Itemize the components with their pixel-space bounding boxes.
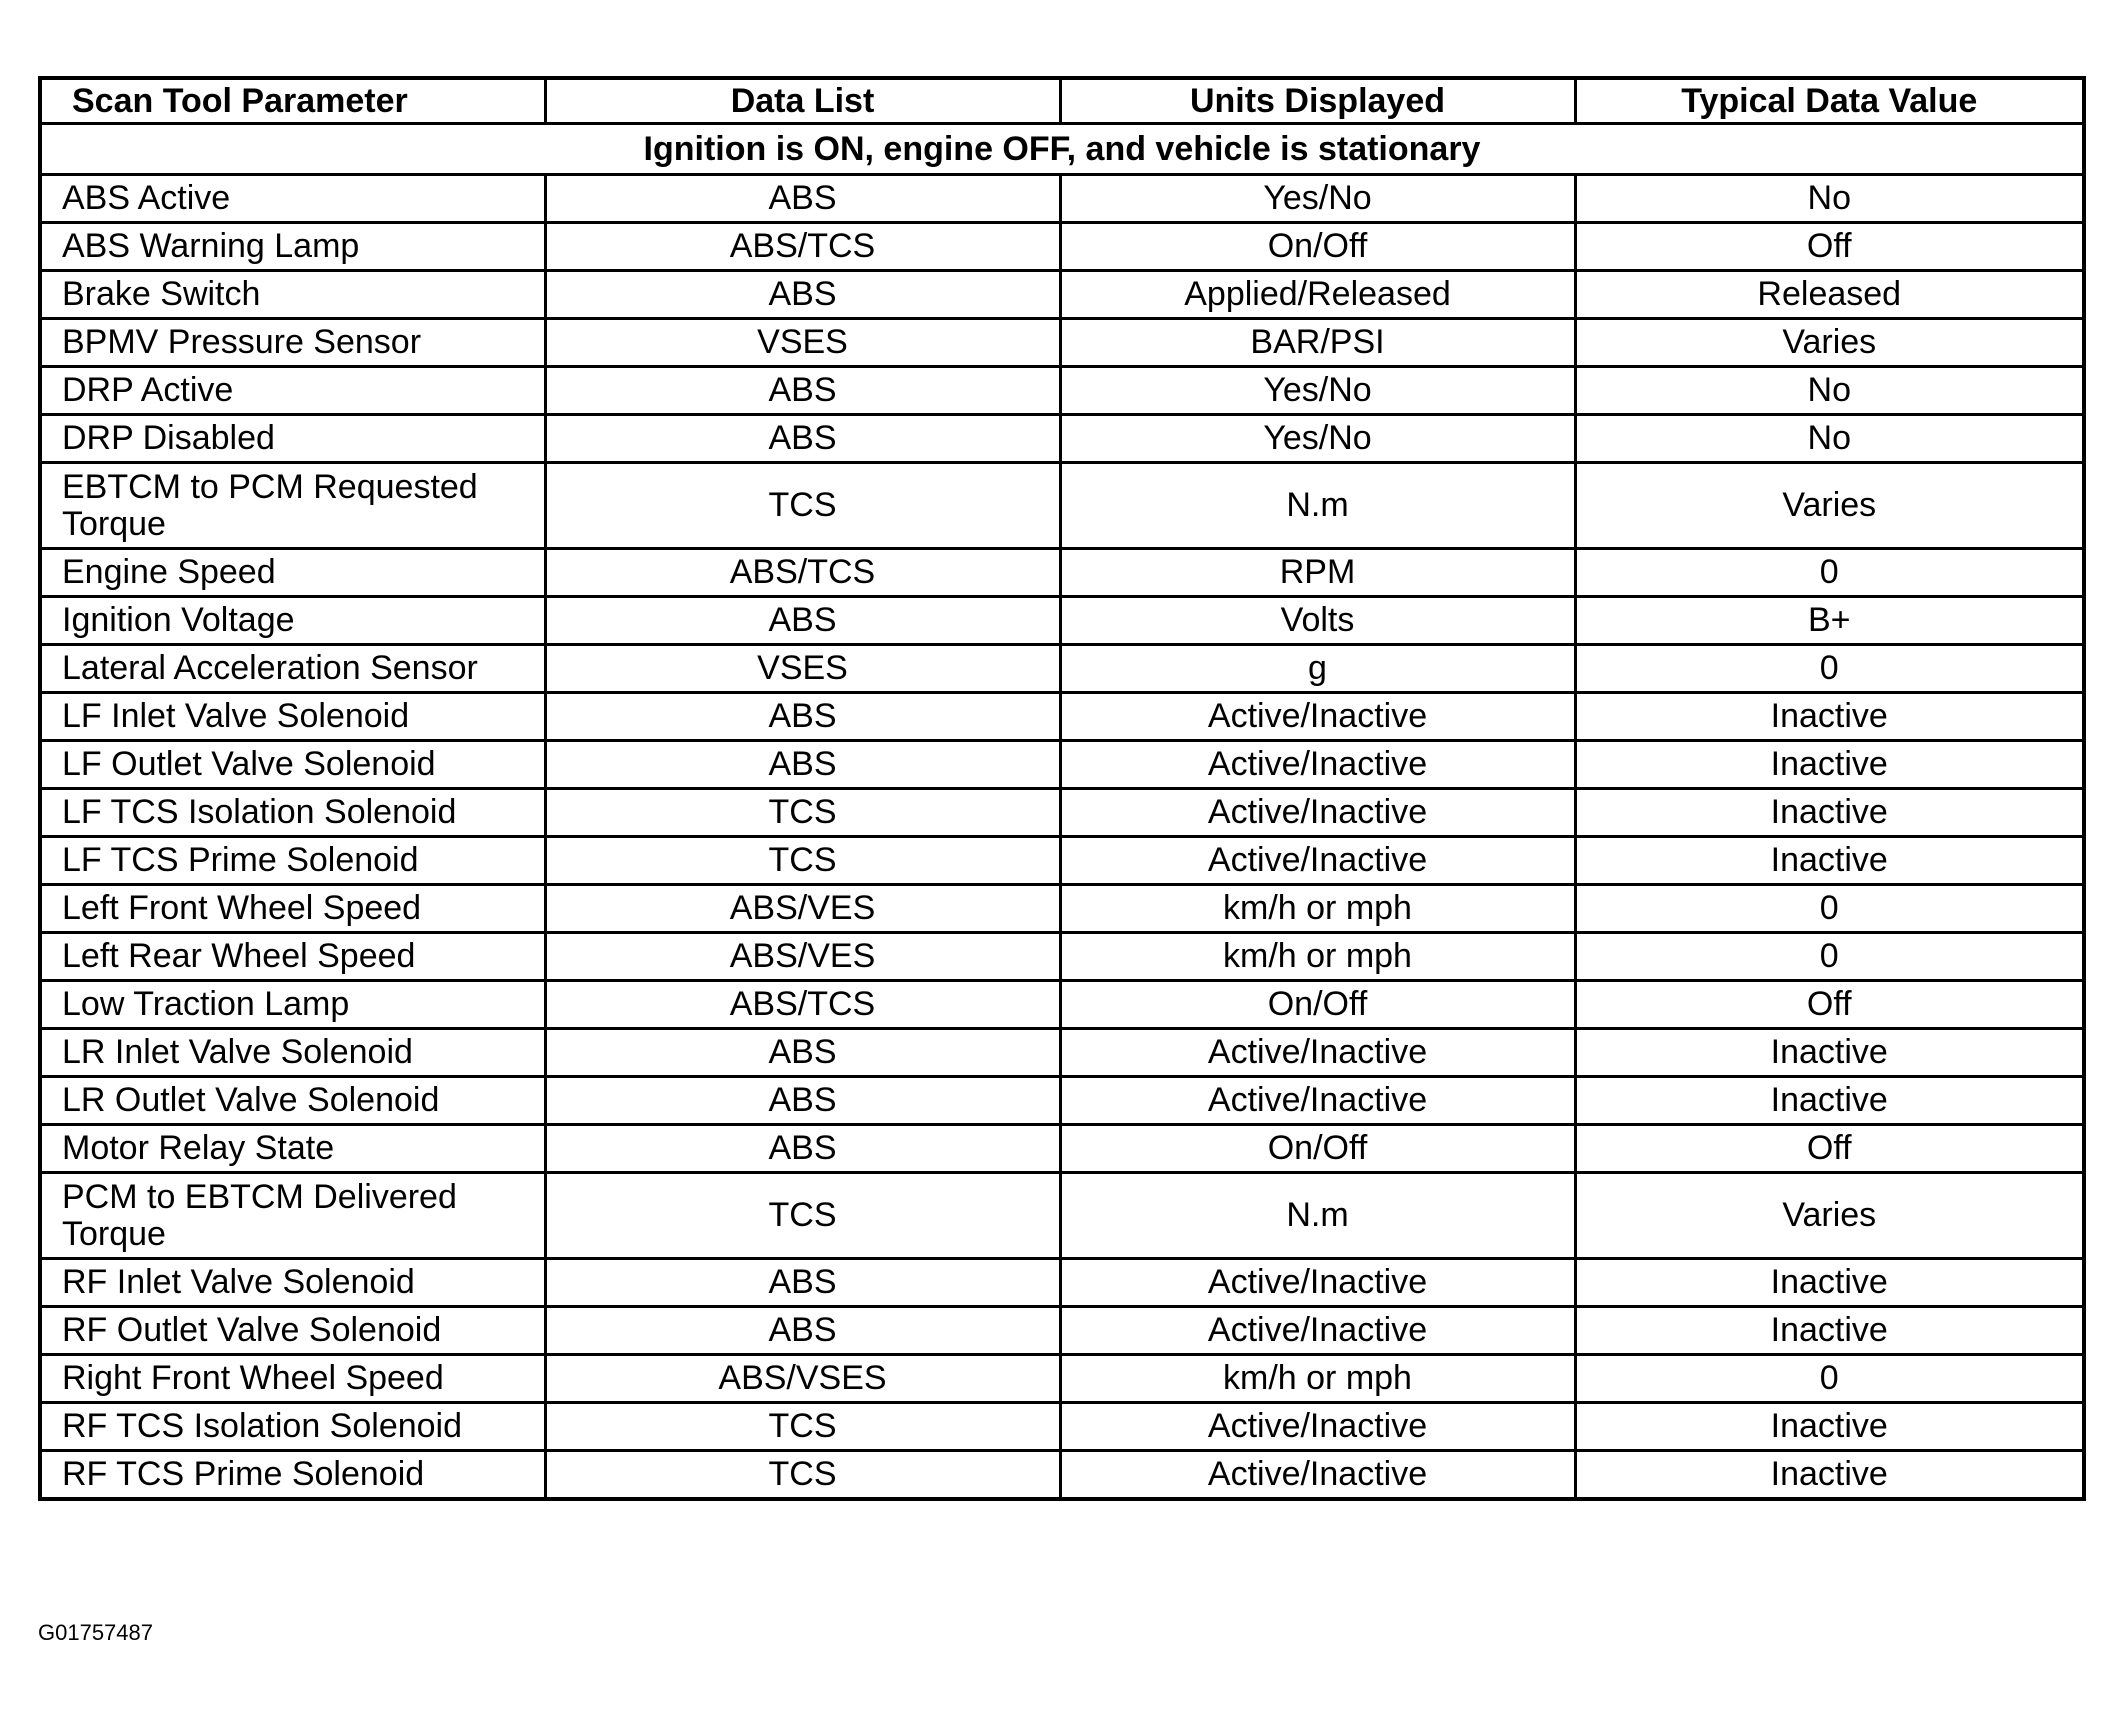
cell-data-list: TCS: [545, 1403, 1060, 1451]
cell-data-list: ABS: [545, 271, 1060, 319]
cell-units-displayed: N.m: [1060, 463, 1575, 549]
cell-data-list: ABS/VSES: [545, 1355, 1060, 1403]
cell-data-list: ABS/VES: [545, 885, 1060, 933]
cell-typical-data-value: Released: [1575, 271, 2084, 319]
cell-scan-tool-parameter: DRP Active: [40, 367, 545, 415]
cell-data-list: ABS/TCS: [545, 223, 1060, 271]
cell-units-displayed: km/h or mph: [1060, 1355, 1575, 1403]
table-row: [40, 1451, 2084, 1500]
table-row: [40, 789, 2084, 837]
cell-scan-tool-parameter: Motor Relay State: [40, 1125, 545, 1173]
cell-typical-data-value: B+: [1575, 597, 2084, 645]
cell-data-list: ABS: [545, 597, 1060, 645]
cell-scan-tool-parameter: ABS Active: [40, 175, 545, 223]
cell-scan-tool-parameter: EBTCM to PCM Requested Torque: [40, 463, 545, 549]
cell-units-displayed: Active/Inactive: [1060, 837, 1575, 885]
cell-data-list: TCS: [545, 1451, 1060, 1500]
cell-units-displayed: Active/Inactive: [1060, 1403, 1575, 1451]
cell-scan-tool-parameter: LF TCS Isolation Solenoid: [40, 789, 545, 837]
header-row: [40, 78, 2084, 124]
cell-units-displayed: Active/Inactive: [1060, 1077, 1575, 1125]
cell-scan-tool-parameter: LF Outlet Valve Solenoid: [40, 741, 545, 789]
cell-typical-data-value: Varies: [1575, 1173, 2084, 1259]
cell-scan-tool-parameter: BPMV Pressure Sensor: [40, 319, 545, 367]
header-data-list: Data List: [545, 78, 1060, 124]
cell-data-list: ABS: [545, 741, 1060, 789]
table-row: [40, 175, 2084, 223]
table-row: [40, 1355, 2084, 1403]
cell-scan-tool-parameter: LR Inlet Valve Solenoid: [40, 1029, 545, 1077]
cell-units-displayed: Active/Inactive: [1060, 1451, 1575, 1500]
cell-units-displayed: Yes/No: [1060, 367, 1575, 415]
cell-scan-tool-parameter: RF TCS Isolation Solenoid: [40, 1403, 545, 1451]
table-row: [40, 415, 2084, 463]
table-row: [40, 223, 2084, 271]
cell-typical-data-value: Inactive: [1575, 1403, 2084, 1451]
cell-data-list: TCS: [545, 463, 1060, 549]
table-row: [40, 1307, 2084, 1355]
table-row: [40, 319, 2084, 367]
cell-data-list: VSES: [545, 319, 1060, 367]
cell-units-displayed: On/Off: [1060, 1125, 1575, 1173]
cell-units-displayed: Volts: [1060, 597, 1575, 645]
cell-typical-data-value: Inactive: [1575, 837, 2084, 885]
cell-scan-tool-parameter: Ignition Voltage: [40, 597, 545, 645]
cell-data-list: TCS: [545, 837, 1060, 885]
cell-data-list: ABS: [545, 175, 1060, 223]
table-row: [40, 1173, 2084, 1259]
cell-units-displayed: BAR/PSI: [1060, 319, 1575, 367]
cell-data-list: ABS/TCS: [545, 981, 1060, 1029]
cell-typical-data-value: Inactive: [1575, 1451, 2084, 1500]
cell-data-list: TCS: [545, 789, 1060, 837]
cell-typical-data-value: Inactive: [1575, 1259, 2084, 1307]
cell-units-displayed: Yes/No: [1060, 175, 1575, 223]
cell-scan-tool-parameter: Brake Switch: [40, 271, 545, 319]
cell-data-list: ABS: [545, 367, 1060, 415]
cell-units-displayed: km/h or mph: [1060, 885, 1575, 933]
cell-data-list: VSES: [545, 645, 1060, 693]
table-row: [40, 837, 2084, 885]
cell-scan-tool-parameter: LR Outlet Valve Solenoid: [40, 1077, 545, 1125]
cell-typical-data-value: Inactive: [1575, 789, 2084, 837]
cell-units-displayed: RPM: [1060, 549, 1575, 597]
cell-units-displayed: Active/Inactive: [1060, 1029, 1575, 1077]
table-row: [40, 549, 2084, 597]
cell-typical-data-value: No: [1575, 415, 2084, 463]
cell-data-list: ABS: [545, 1125, 1060, 1173]
cell-typical-data-value: No: [1575, 367, 2084, 415]
cell-units-displayed: Active/Inactive: [1060, 1259, 1575, 1307]
cell-data-list: ABS/TCS: [545, 549, 1060, 597]
table-row: [40, 981, 2084, 1029]
cell-scan-tool-parameter: LF Inlet Valve Solenoid: [40, 693, 545, 741]
cell-data-list: ABS/VES: [545, 933, 1060, 981]
cell-units-displayed: Active/Inactive: [1060, 741, 1575, 789]
table-row: [40, 693, 2084, 741]
cell-data-list: TCS: [545, 1173, 1060, 1259]
condition-row: [40, 124, 2084, 175]
cell-data-list: ABS: [545, 1259, 1060, 1307]
scan-tool-data-table-container: [38, 76, 2082, 1501]
cell-scan-tool-parameter: RF Inlet Valve Solenoid: [40, 1259, 545, 1307]
cell-typical-data-value: 0: [1575, 933, 2084, 981]
table-row: [40, 1029, 2084, 1077]
table-row: [40, 271, 2084, 319]
table-row: [40, 933, 2084, 981]
cell-scan-tool-parameter: ABS Warning Lamp: [40, 223, 545, 271]
cell-typical-data-value: 0: [1575, 645, 2084, 693]
cell-typical-data-value: 0: [1575, 885, 2084, 933]
cell-typical-data-value: Inactive: [1575, 1077, 2084, 1125]
table-row: [40, 1125, 2084, 1173]
cell-units-displayed: km/h or mph: [1060, 933, 1575, 981]
test-condition: Ignition is ON, engine OFF, and vehicle is stationary: [40, 124, 2084, 175]
cell-scan-tool-parameter: Lateral Acceleration Sensor: [40, 645, 545, 693]
cell-typical-data-value: Inactive: [1575, 741, 2084, 789]
cell-typical-data-value: Varies: [1575, 319, 2084, 367]
cell-units-displayed: Active/Inactive: [1060, 693, 1575, 741]
figure-id: G01757487: [38, 1620, 153, 1645]
cell-units-displayed: Active/Inactive: [1060, 1307, 1575, 1355]
cell-typical-data-value: Inactive: [1575, 1307, 2084, 1355]
cell-typical-data-value: Off: [1575, 1125, 2084, 1173]
scan-tool-data-table: [38, 76, 2086, 1501]
cell-units-displayed: Active/Inactive: [1060, 789, 1575, 837]
table-row: [40, 645, 2084, 693]
table-row: [40, 1259, 2084, 1307]
cell-typical-data-value: Off: [1575, 981, 2084, 1029]
cell-scan-tool-parameter: Left Front Wheel Speed: [40, 885, 545, 933]
header-typical-data-value: Typical Data Value: [1575, 78, 2084, 124]
cell-data-list: ABS: [545, 693, 1060, 741]
cell-units-displayed: Applied/Released: [1060, 271, 1575, 319]
cell-typical-data-value: Inactive: [1575, 1029, 2084, 1077]
cell-scan-tool-parameter: Low Traction Lamp: [40, 981, 545, 1029]
table-row: [40, 597, 2084, 645]
cell-scan-tool-parameter: Right Front Wheel Speed: [40, 1355, 545, 1403]
cell-data-list: ABS: [545, 1029, 1060, 1077]
header-scan-tool-parameter: Scan Tool Parameter: [40, 78, 545, 124]
cell-typical-data-value: 0: [1575, 549, 2084, 597]
cell-units-displayed: N.m: [1060, 1173, 1575, 1259]
header-units-displayed: Units Displayed: [1060, 78, 1575, 124]
cell-typical-data-value: 0: [1575, 1355, 2084, 1403]
cell-data-list: ABS: [545, 1077, 1060, 1125]
table-row: [40, 463, 2084, 549]
cell-scan-tool-parameter: PCM to EBTCM Delivered Torque: [40, 1173, 545, 1259]
cell-scan-tool-parameter: DRP Disabled: [40, 415, 545, 463]
cell-units-displayed: On/Off: [1060, 223, 1575, 271]
cell-scan-tool-parameter: Engine Speed: [40, 549, 545, 597]
table-row: [40, 885, 2084, 933]
table-row: [40, 1077, 2084, 1125]
table-row: [40, 1403, 2084, 1451]
cell-scan-tool-parameter: LF TCS Prime Solenoid: [40, 837, 545, 885]
cell-data-list: ABS: [545, 415, 1060, 463]
cell-data-list: ABS: [545, 1307, 1060, 1355]
cell-scan-tool-parameter: Left Rear Wheel Speed: [40, 933, 545, 981]
table-row: [40, 741, 2084, 789]
cell-scan-tool-parameter: RF TCS Prime Solenoid: [40, 1451, 545, 1500]
cell-typical-data-value: No: [1575, 175, 2084, 223]
cell-units-displayed: Yes/No: [1060, 415, 1575, 463]
table-body: [40, 124, 2084, 1500]
cell-units-displayed: On/Off: [1060, 981, 1575, 1029]
cell-scan-tool-parameter: RF Outlet Valve Solenoid: [40, 1307, 545, 1355]
cell-units-displayed: g: [1060, 645, 1575, 693]
cell-typical-data-value: Inactive: [1575, 693, 2084, 741]
table-row: [40, 367, 2084, 415]
cell-typical-data-value: Varies: [1575, 463, 2084, 549]
cell-typical-data-value: Off: [1575, 223, 2084, 271]
